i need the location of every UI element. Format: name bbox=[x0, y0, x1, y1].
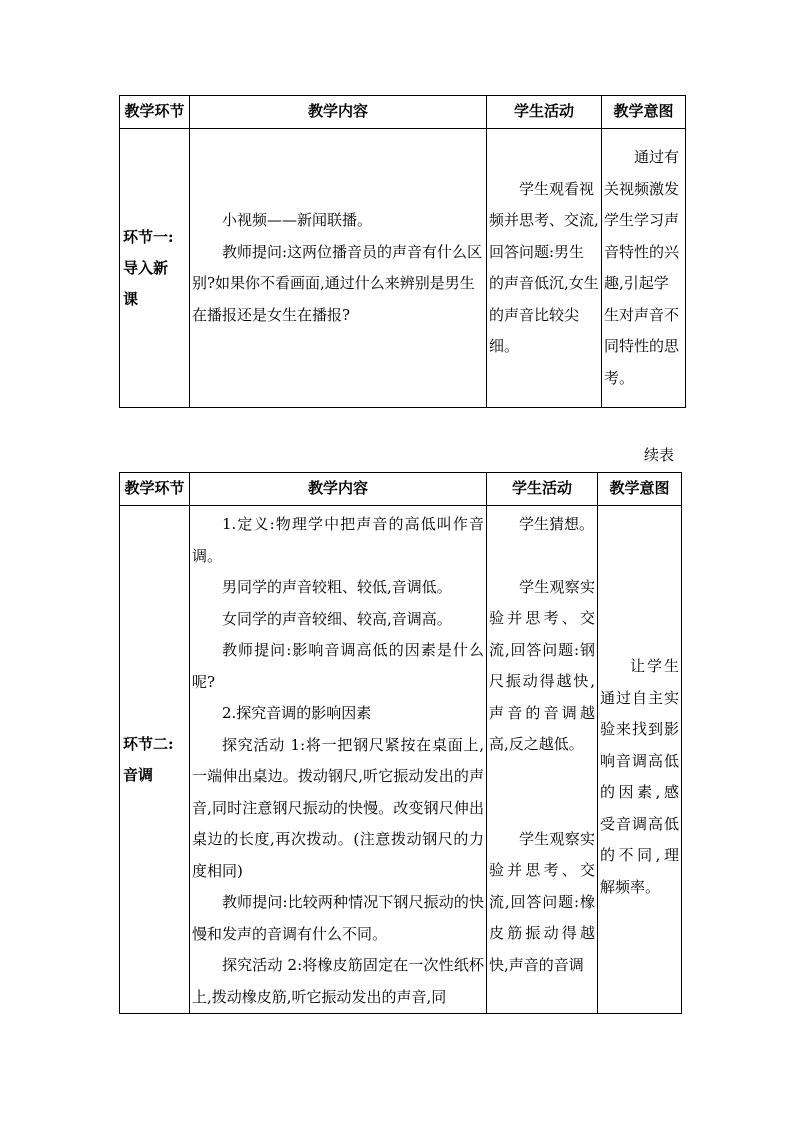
content-paragraph: 男同学的声音较粗、较低,音调低。 bbox=[222, 578, 452, 596]
content-cell bbox=[190, 506, 487, 1014]
stage-cell bbox=[120, 506, 190, 1014]
activity-cell bbox=[487, 506, 598, 1014]
content-paragraph: 教师提问:比较两种情况下钢尺振动的快慢和发声的音调有什么不同。 bbox=[192, 893, 484, 943]
activity-paragraph: 学生猜想。 bbox=[519, 515, 595, 533]
content-paragraph: 教师提问:这两位播音员的声音有什么区别?如果你不看画面,通过什么来辨别是男生在播报还是女生在播报? bbox=[192, 242, 483, 324]
content-paragraph: 探究活动 1:将一把钢尺紧按在桌面上,一端伸出桌边。拨动钢尺,听它振动发出的声音,同时注意钢尺振动的快慢。改变钢尺伸出桌边的长度,再次拨动。(注意拨动钢尺的力度相同) bbox=[192, 735, 484, 880]
intent-cell: 通过有关视频激发学生学习声音特性的兴趣,引起学生对声音不同特性的思考。 bbox=[602, 129, 686, 408]
intent-cell: 让学生通过自主实验来找到影响音调高低的因素,感受音调高低的不同,理解频率。 bbox=[598, 506, 682, 1014]
table-row bbox=[120, 506, 682, 1014]
header-activity: 学生活动 bbox=[487, 473, 598, 506]
header-intent: 教学意图 bbox=[598, 473, 682, 506]
header-intent: 教学意图 bbox=[602, 96, 686, 129]
content-paragraph: 2.探究音调的影响因素 bbox=[222, 704, 372, 722]
header-stage: 教学环节 bbox=[120, 473, 190, 506]
activity-paragraph: 学生观察实验并思考、交流,回答问题:钢尺振动得越快,声音的音调越高,反之越低。 bbox=[489, 577, 595, 753]
header-activity: 学生活动 bbox=[487, 96, 602, 129]
stage-line: 课 bbox=[123, 289, 139, 308]
stage-cell bbox=[120, 129, 190, 408]
table-header-row bbox=[120, 473, 682, 506]
stage-line: 导入新 bbox=[123, 258, 169, 277]
content-paragraph: 1.定义:物理学中把声音的高低叫作音调。 bbox=[192, 515, 484, 565]
activity-paragraph: 学生观察实验并思考、交流,回答问题:橡皮筋振动得越快,声音的音调 bbox=[489, 829, 595, 974]
table-row bbox=[120, 129, 686, 408]
lesson-table-1 bbox=[119, 95, 686, 408]
content-paragraph: 女同学的声音较细、较高,音调高。 bbox=[222, 609, 452, 628]
header-content: 教学内容 bbox=[190, 473, 487, 506]
content-cell bbox=[190, 129, 487, 408]
header-stage: 教学环节 bbox=[120, 96, 190, 129]
content-paragraph: 探究活动 2:将橡皮筋固定在一次性纸杯上,拨动橡皮筋,听它振动发出的声音,同 bbox=[192, 956, 484, 1006]
stage-line: 音调 bbox=[123, 765, 154, 784]
stage-line: 环节一: bbox=[123, 227, 174, 246]
stage-line: 环节二: bbox=[123, 734, 174, 753]
continued-label: 续表 bbox=[643, 446, 674, 464]
activity-cell: 学生观看视频并思考、交流,回答问题:男生的声音低沉,女生的声音比较尖细。 bbox=[487, 129, 602, 408]
table-header-row bbox=[120, 96, 686, 129]
content-paragraph: 小视频——新闻联播。 bbox=[222, 211, 373, 229]
lesson-table-2 bbox=[119, 472, 682, 1014]
header-content: 教学内容 bbox=[190, 96, 487, 129]
content-paragraph: 教师提问:影响音调高低的因素是什么呢? bbox=[192, 641, 484, 691]
